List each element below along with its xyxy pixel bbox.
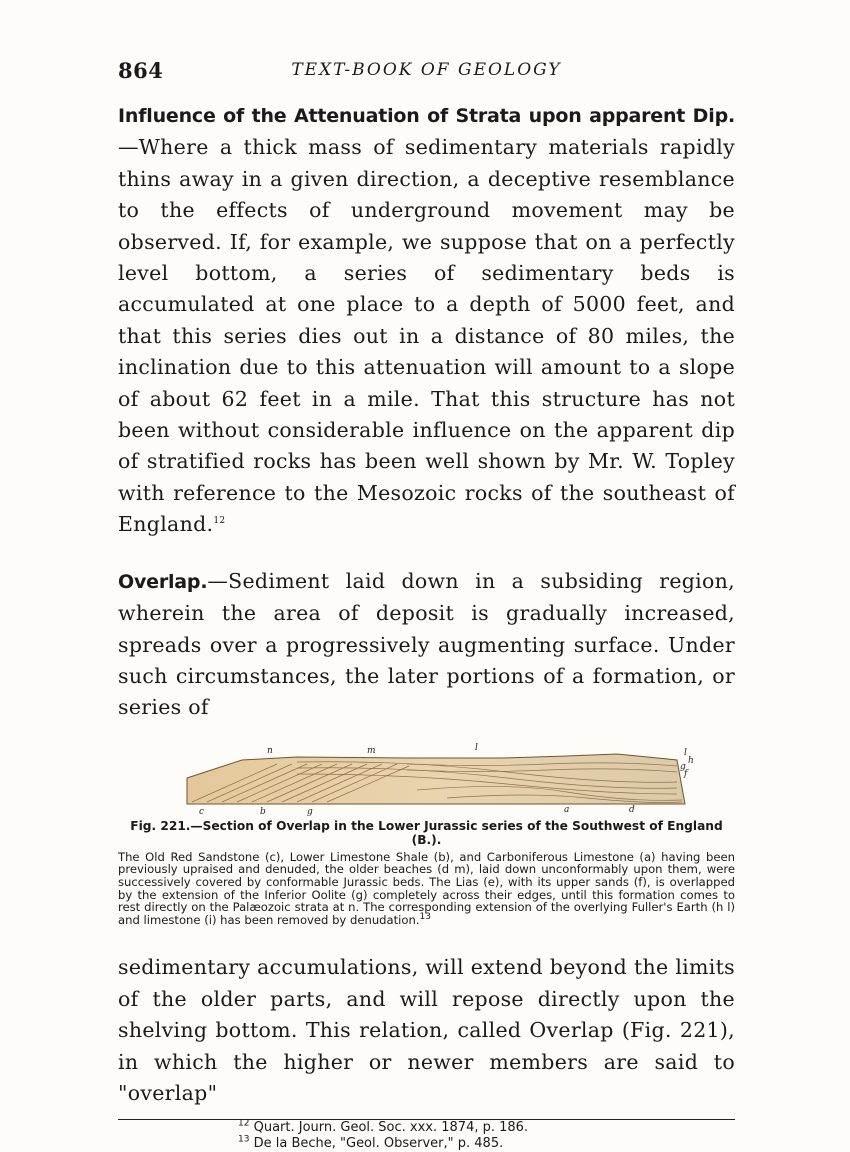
fig-label-h: h bbox=[687, 755, 694, 766]
page bbox=[118, 58, 735, 1152]
fig-label-d: d bbox=[628, 804, 635, 815]
page-number: 864 bbox=[118, 58, 164, 83]
footnote-text: De la Beche, "Geol. Observer," p. 485. bbox=[253, 1136, 504, 1152]
fig-label-l2: l bbox=[683, 747, 687, 758]
figure-description bbox=[118, 851, 735, 927]
footnote-number: 13 bbox=[238, 1134, 250, 1145]
figure-221 bbox=[118, 742, 735, 927]
fig-label-l: l bbox=[474, 742, 478, 753]
footnote-ref: 13 bbox=[419, 911, 431, 922]
footnote-ref: 12 bbox=[213, 516, 226, 527]
fig-label-c: c bbox=[198, 806, 204, 816]
fig-label-m: m bbox=[366, 745, 376, 756]
section-heading-overlap: Overlap. bbox=[118, 570, 208, 593]
overlap-section-diagram bbox=[147, 742, 707, 816]
paragraph-continuation: sedimentary accumulations, will extend beyond the limits of the older parts, and will repose directly upon the shelving bottom. This relation, called Overlap (Fig. 221), in which the higher or newer members are said to "overlap" bbox=[118, 955, 735, 1105]
paragraph-attenuation bbox=[118, 100, 735, 541]
fig-label-g-bottom: g bbox=[306, 806, 313, 816]
fig-label-b: b bbox=[259, 806, 266, 816]
paragraph-overlap bbox=[118, 566, 735, 724]
running-title: TEXT-BOOK OF GEOLOGY bbox=[291, 60, 562, 80]
footnote-text: Quart. Journ. Geol. Soc. xxx. 1874, p. 186. bbox=[253, 1120, 529, 1136]
fig-label-n: n bbox=[266, 745, 273, 756]
section-heading-attenuation: Influence of the Attenuation of Strata upon apparent Dip. bbox=[118, 105, 735, 127]
running-header bbox=[118, 58, 735, 88]
footnote-12 bbox=[238, 1120, 735, 1136]
fig-label-g: g bbox=[679, 761, 686, 772]
footnote-number: 12 bbox=[238, 1118, 250, 1129]
paragraph-text: —Where a thick mass of sedimentary materials rapidly thins away in a given direction, a deceptive resemblance to the effects of underground movement may be observed. If, for example, we suppose that on a perfectly level bottom, a series of sedimentary beds is accumulated at one place to a depth of 5000 feet, and that this series dies out in a distance of 80 miles, the inclination due to this attenuation will amount to a slope of about 62 feet in a mile. That this structure has not been without considerable influence on the apparent dip of stratified rocks has been well shown by Mr. W. Topley with reference to the Mesozoic rocks of the southeast of England. bbox=[118, 135, 735, 537]
figure-description-text: The Old Red Sandstone (c), Lower Limestone Shale (b), and Carboniferous Limestone (a) having been previously upraised and denuded, the older beaches (d m), laid down unconformably upon them, were successively covered by conformable Jurassic beds. The Lias (e), with its upper sands (f), is overlapped by the extension of the Inferior Oolite (g) completely across their edges, until this formation comes to rest directly on the Palæozoic strata at n. The corresponding extension of the overlying Fuller's Earth (h l) and limestone (i) has been removed by denudation. bbox=[118, 849, 735, 927]
fig-label-a: a bbox=[563, 804, 569, 815]
paragraph-text: —Sediment laid down in a subsiding region, wherein the area of deposit is gradually increased, spreads over a progressively augmenting surface. Under such circumstances, the later portions of a formation, or series of bbox=[118, 568, 735, 720]
figure-caption: Fig. 221.—Section of Overlap in the Lower Jurassic series of the Southwest of England (B.). bbox=[130, 818, 723, 847]
fig-label-f: f bbox=[683, 768, 687, 779]
section-body bbox=[187, 754, 685, 804]
